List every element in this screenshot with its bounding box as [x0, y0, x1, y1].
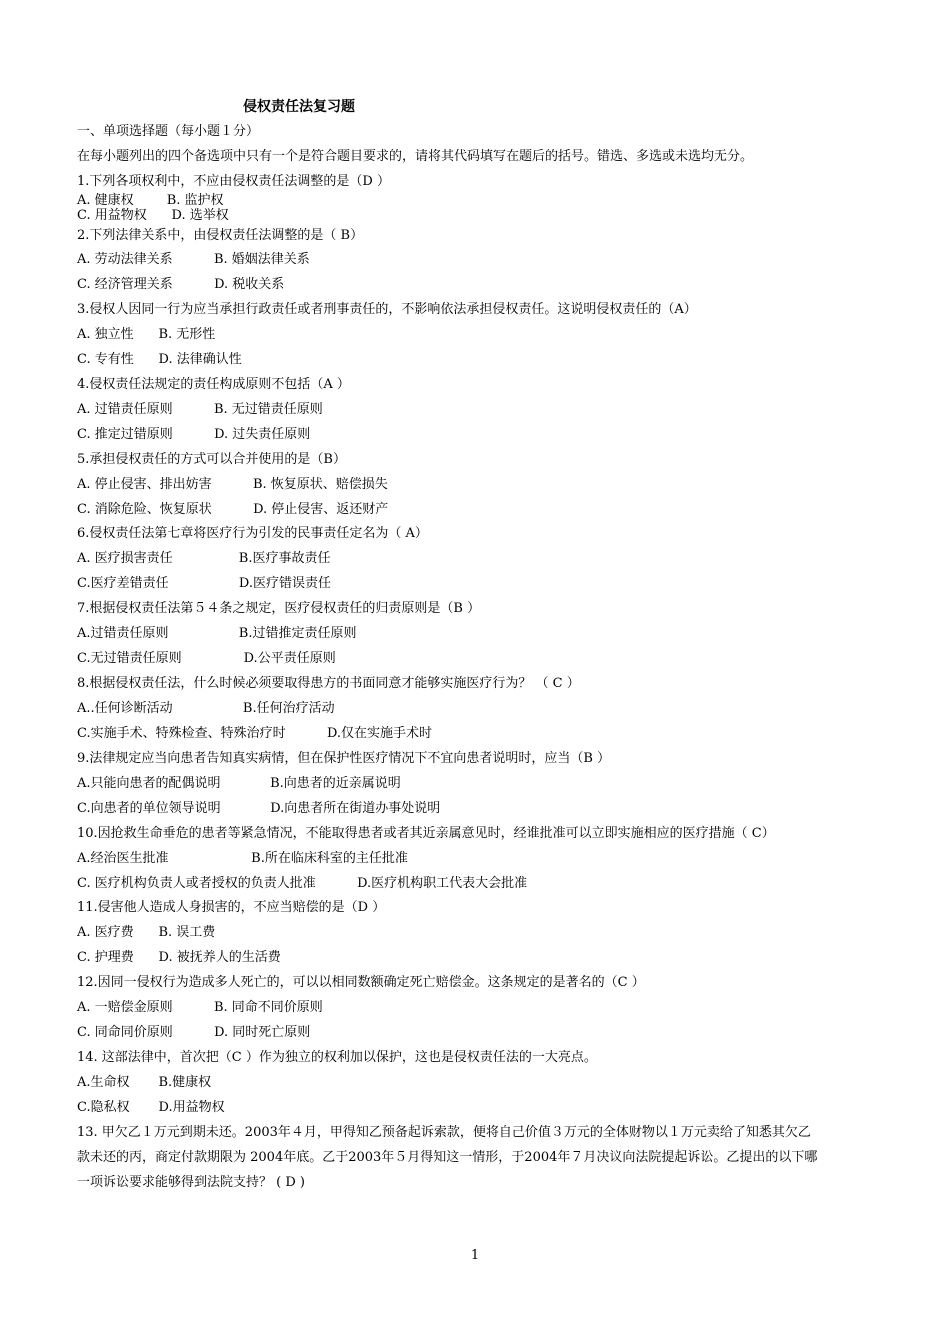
question-line: A. 医疗损害责任 B.医疗事故责任: [77, 551, 331, 566]
question-line: C.医疗差错责任 D.医疗错误责任: [77, 576, 331, 591]
question-line: 6.侵权责任法第七章将医疗行为引发的民事责任定名为（ A）: [77, 526, 428, 541]
question-line: 14. 这部法律中，首次把（C ）作为独立的权利加以保护，这也是侵权责任法的一大亮点。: [77, 1050, 597, 1065]
question-line: 2.下列法律关系中，由侵权责任法调整的是（ B）: [77, 228, 364, 243]
question-line: C. 同命同价原则 D. 同时死亡原则: [77, 1025, 311, 1040]
question-line: 9.法律规定应当向患者告知真实病情，但在保护性医疗情况下不宜向患者说明时，应当（B ）: [77, 751, 611, 766]
question-line: C.向患者的单位领导说明 D.向患者所在街道办事处说明: [77, 801, 441, 816]
question-line: A. 健康权 B. 监护权: [77, 193, 224, 208]
question-line: 5.承担侵权责任的方式可以合并使用的是（B）: [77, 452, 346, 467]
question-line: C.隐私权 D.用益物权: [77, 1100, 225, 1115]
question-line: A. 医疗费 B. 误工费: [77, 925, 216, 940]
question-line: 8.根据侵权责任法，什么时候必须要取得患方的书面同意才能够实施医疗行为？ （ C ）: [77, 676, 580, 691]
question-line: C. 用益物权 D. 选举权: [77, 208, 229, 223]
question-line: A. 一赔偿金原则 B. 同命不同价原则: [77, 1000, 323, 1015]
question-line: A. 停止侵害、排出妨害 B. 恢复原状、赔偿损失: [77, 477, 388, 492]
question-line: A..任何诊断活动 B.任何治疗活动: [77, 701, 335, 716]
question-line: C.实施手术、特殊检查、特殊治疗时 D.仅在实施手术时: [77, 726, 433, 741]
question-line: 4.侵权责任法规定的责任构成原则不包括（A ）: [77, 377, 350, 392]
question-line: C.无过错责任原则 D.公平责任原则: [77, 651, 336, 666]
question-line: 12.因同一侵权行为造成多人死亡的，可以以相同数额确定死亡赔偿金。这条规定的是著名的（C ）: [77, 975, 645, 990]
section-heading: 一、单项选择题（每小题１分）: [77, 124, 260, 139]
question-line: A.只能向患者的配偶说明 B.向患者的近亲属说明: [77, 776, 401, 791]
question-line: C. 经济管理关系 D. 税收关系: [77, 277, 285, 292]
instructions-text: 在每小题列出的四个备选项中只有一个是符合题目要求的，请将其代码填写在题后的括号。错选、多选或未选均无分。: [77, 149, 754, 164]
question-line: 11.侵害他人造成人身损害的，不应当赔偿的是（D ）: [77, 900, 386, 915]
question-line: 10.因抢救生命垂危的患者等紧急情况，不能取得患者或者其近亲属意见时，经谁批准可以立即实施相应的医疗措施（ C）: [77, 826, 775, 841]
question-line: C. 推定过错原则 D. 过失责任原则: [77, 427, 311, 442]
question-line: A. 过错责任原则 B. 无过错责任原则: [77, 402, 323, 417]
question-line: A. 劳动法律关系 B. 婚姻法律关系: [77, 252, 310, 267]
question-line: C. 护理费 D. 被抚养人的生活费: [77, 950, 281, 965]
question-line: 13. 甲欠乙１万元到期未还。2003年４月，甲得知乙预备起诉索款，便将自己价值３万元的全体财物以１万元卖给了知悉其欠乙: [77, 1125, 811, 1140]
question-line: A. 独立性 B. 无形性: [77, 327, 216, 342]
question-line: 一项诉讼要求能够得到法院支持？ ( D ): [77, 1175, 305, 1190]
question-line: C. 医疗机构负责人或者授权的负责人批准 D.医疗机构职工代表大会批准: [77, 876, 528, 891]
question-line: 3.侵权人因同一行为应当承担行政责任或者刑事责任的，不影响依法承担侵权责任。这说明侵权责任的（A）: [77, 302, 697, 317]
question-line: 1.下列各项权利中，不应由侵权责任法调整的是（D ）: [77, 174, 390, 189]
page-title: 侵权责任法复习题: [243, 99, 355, 115]
question-line: A.经治医生批准 B.所在临床科室的主任批准: [77, 851, 408, 866]
question-line: C. 消除危险、恢复原状 D. 停止侵害、返还财产: [77, 502, 389, 517]
question-line: 款未还的丙，商定付款期限为 2004年底。乙于2003年５月得知这一情形，于2004年７月决议向法院提起诉讼。乙提出的以下哪: [77, 1150, 818, 1165]
question-line: C. 专有性 D. 法律确认性: [77, 352, 242, 367]
question-line: 7.根据侵权责任法第５４条之规定，医疗侵权责任的归责原则是（B ）: [77, 601, 481, 616]
page-number: 1: [470, 1248, 480, 1263]
question-line: A.生命权 B.健康权: [77, 1075, 212, 1090]
question-line: A.过错责任原则 B.过错推定责任原则: [77, 626, 357, 641]
